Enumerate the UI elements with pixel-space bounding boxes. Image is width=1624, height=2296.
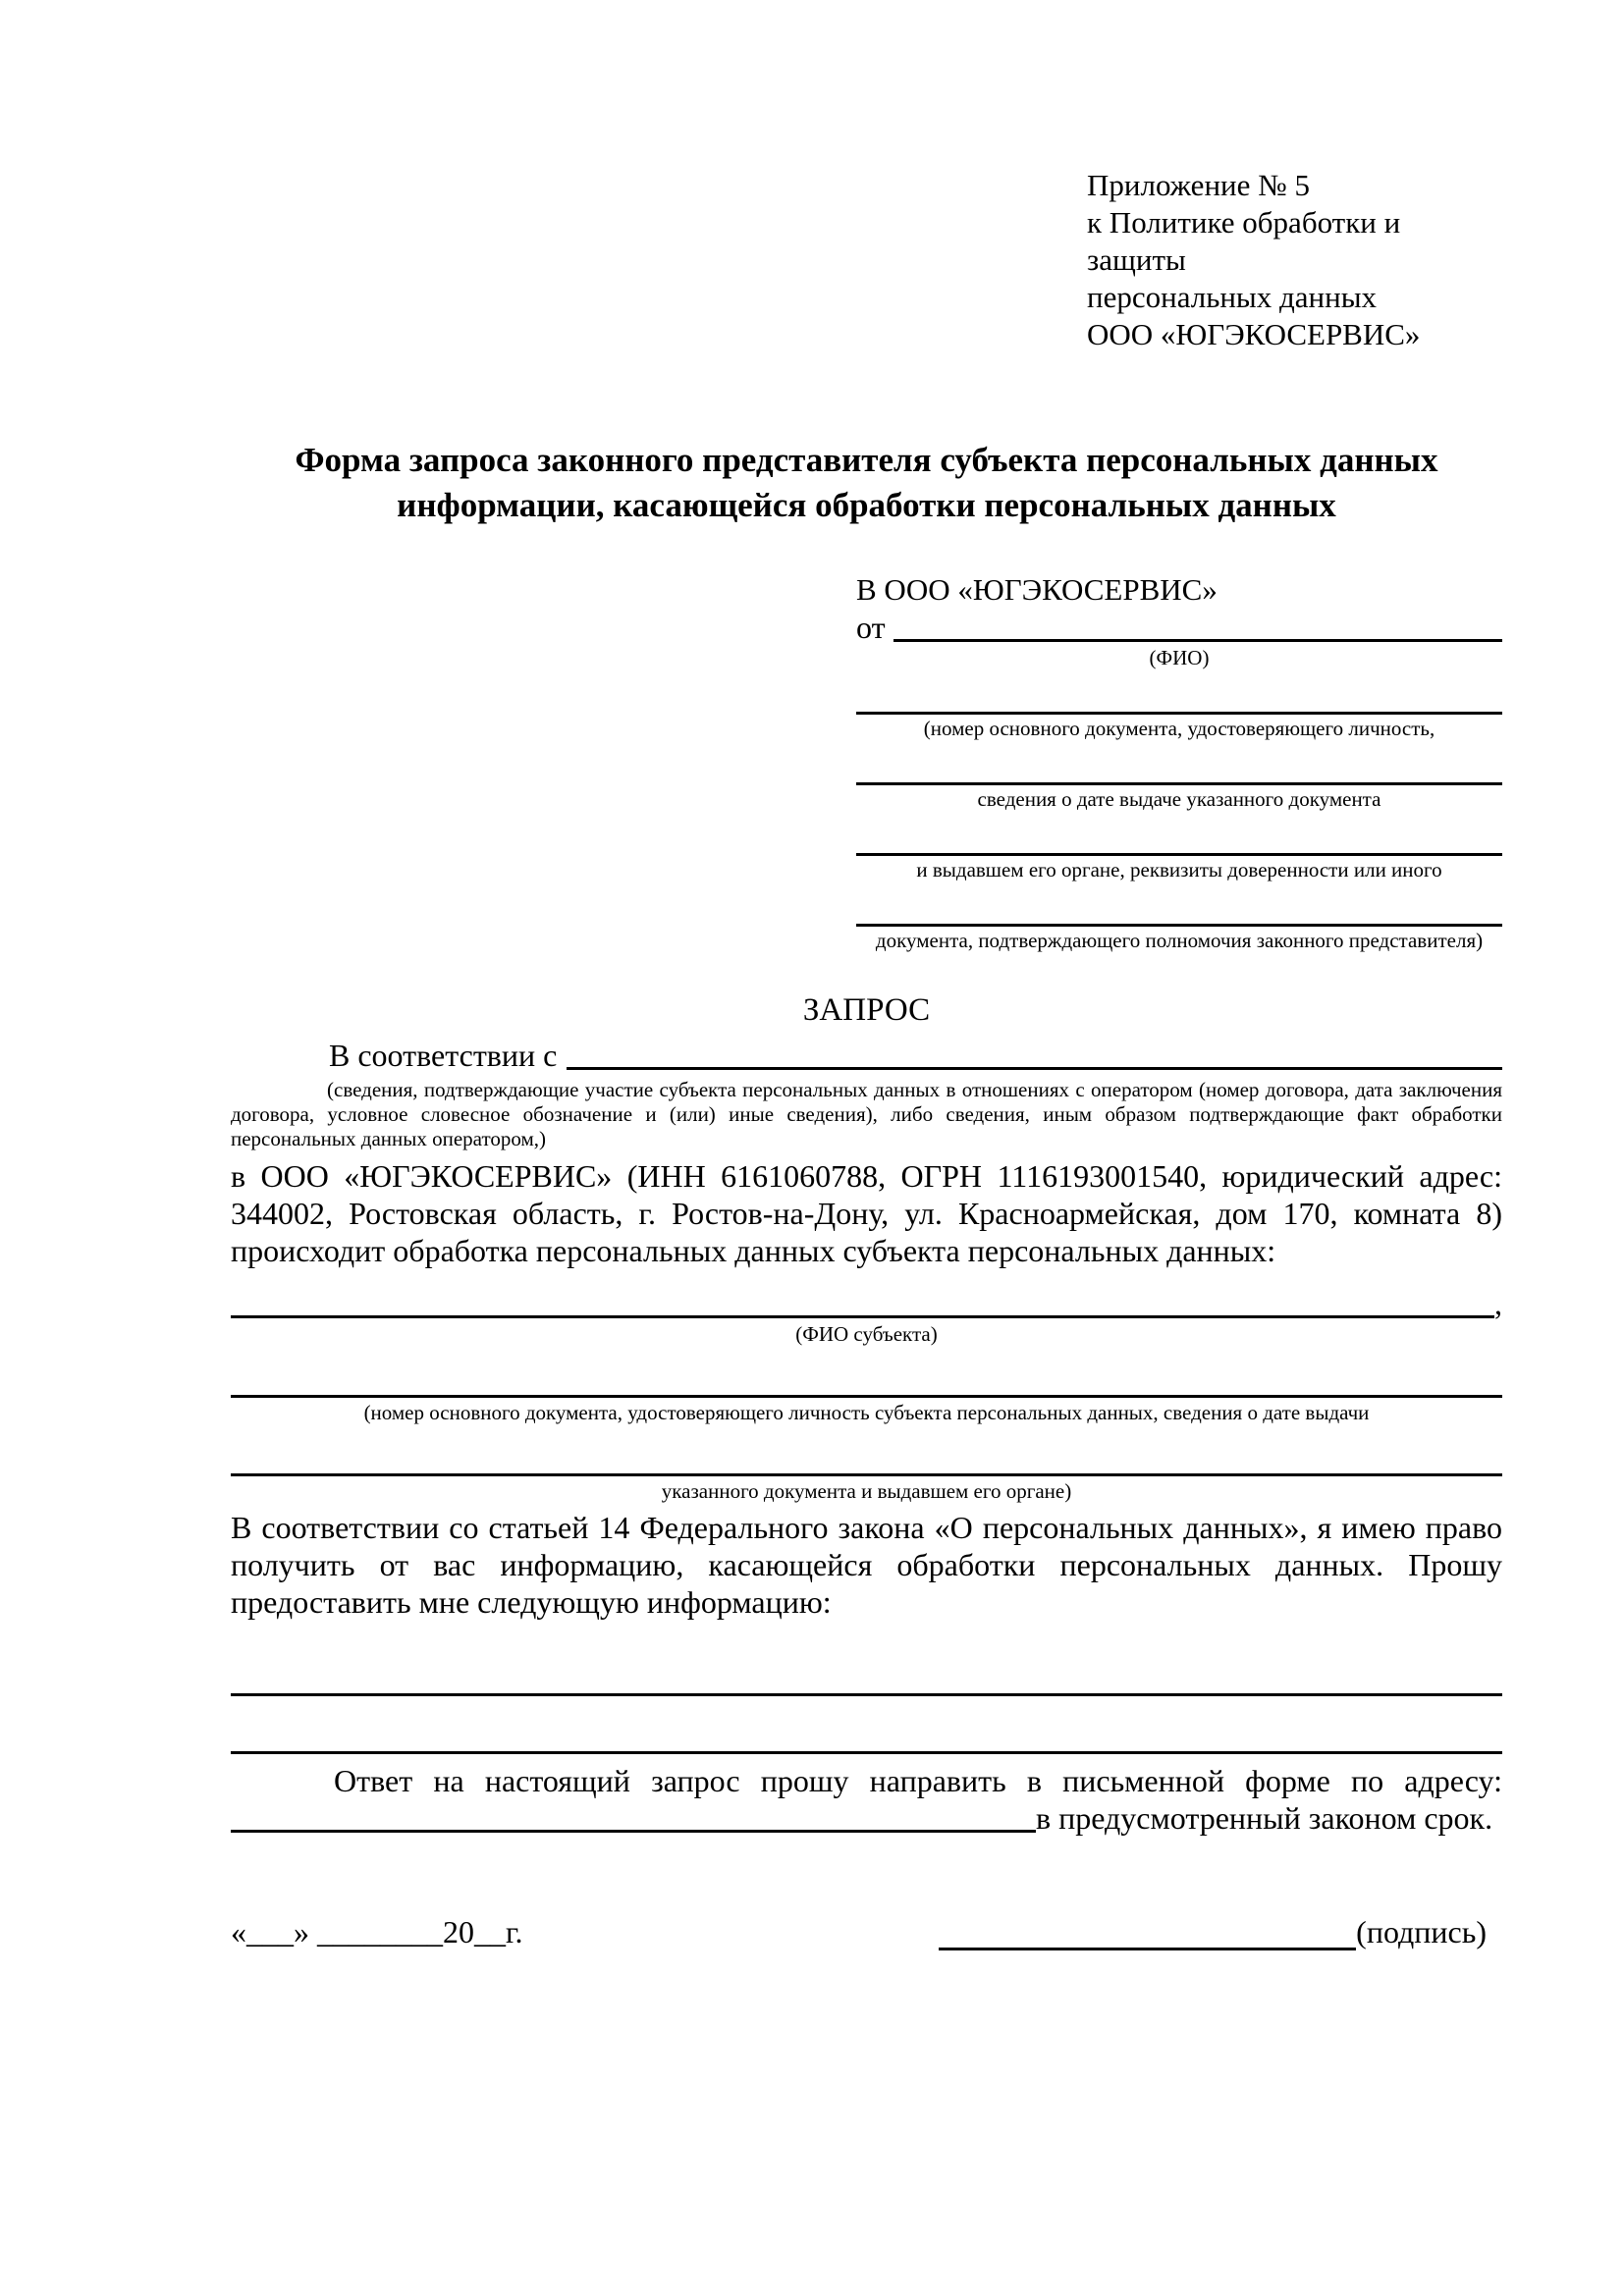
representative-doc-field-4 [856,898,1502,952]
law-paragraph: В соответствии со статьей 14 Федерального закона «О персональных данных», я имею право получить от вас информацию, касающейся обработки персональных данных. Прошу предоставить мне следующую информацию: [231,1510,1502,1620]
representative-name-field-line [893,609,1502,642]
doc-field-line [856,828,1502,856]
reply-suffix: в предусмотренный законом срок. [1036,1800,1493,1836]
subject-fio-caption: (ФИО субъекта) [795,1322,938,1346]
signature-field-line [939,1914,1356,1950]
doc-field-caption: и выдавшем его органе, реквизиты доверенности или иного [916,858,1442,881]
doc-field-caption: сведения о дате выдаче указанного документа [977,787,1381,811]
from-label: от [856,610,886,645]
doc-field-line [856,898,1502,927]
fio-caption: (ФИО) [1149,646,1210,669]
addressee-block [856,571,1502,952]
date-blank: «___» ________20__г. [231,1914,523,1949]
basis-row [231,1037,1502,1074]
basis-field-line [567,1037,1502,1070]
basis-caption: (сведения, подтверждающие участие субъекта персональных данных в отношениях с оператором (номер договора, дата заключения договора, условное словесное обозначение и (или) иные сведения), либо сведения, иным образом подтверждающие факт обработки персональных данных оператором,) [231,1078,1502,1150]
info-field-line-1 [231,1666,1502,1696]
subject-fio-field-line [231,1285,1494,1318]
subject-doc-field-line [231,1446,1502,1476]
info-field-line-2 [231,1724,1502,1754]
policy-reference-line1: к Политике обработки и защиты [1087,205,1401,277]
form-title: Форма запроса законного представителя субъекта персональных данных информации, касающейся обработки персональных данных [295,441,1438,524]
subject-doc-caption-2: указанного документа и выдавшем его органе) [661,1479,1072,1503]
addressee-company: В ООО «ЮГЭКОСЕРВИС» [856,572,1218,607]
doc-field-line [856,686,1502,715]
signature-row [231,1913,1487,1950]
operator-paragraph: в ООО «ЮГЭКОСЕРВИС» (ИНН 6161060788, ОГРН 1116193001540, юридический адрес: 344002, Ростовская область, г. Ростов-на-Дону, ул. Красноармейская, дом 170, комната 8) происходит обработка персональных данных субъекта персональных данных: [231,1158,1502,1268]
representative-doc-field-3 [856,828,1502,881]
request-heading: ЗАПРОС [802,992,931,1028]
subject-doc-field-line [231,1367,1502,1398]
representative-doc-field-1 [856,686,1502,740]
subject-comma: , [1494,1286,1502,1321]
appendix-header [1087,167,1502,353]
basis-label: В соответствии с [329,1038,558,1073]
doc-field-caption: документа, подтверждающего полномочия законного представителя) [875,929,1484,952]
subject-doc-row-2 [231,1446,1502,1503]
policy-reference-line2: персональных данных [1087,280,1378,314]
company-name: ООО «ЮГЭКОСЕРВИС» [1087,317,1421,351]
signature-right [939,1913,1487,1950]
reply-paragraph: Ответ на настоящий запрос прошу направить в письменной форме по адресу: [334,1763,1502,1798]
subject-doc-row-1 [231,1367,1502,1424]
representative-doc-field-2 [856,757,1502,811]
reply-address-row [231,1799,1502,1837]
from-row [856,609,1502,646]
subject-doc-caption-1: (номер основного документа, удостоверяющего личность субъекта персональных данных, сведения о дате выдачи [363,1401,1370,1424]
doc-field-caption: (номер основного документа, удостоверяющего личность, [923,717,1435,740]
doc-field-line [856,757,1502,785]
signature-caption: (подпись) [1356,1914,1487,1949]
appendix-number: Приложение № 5 [1087,168,1310,202]
subject-fio-row [231,1285,1502,1322]
reply-address-field-line [231,1799,1036,1833]
